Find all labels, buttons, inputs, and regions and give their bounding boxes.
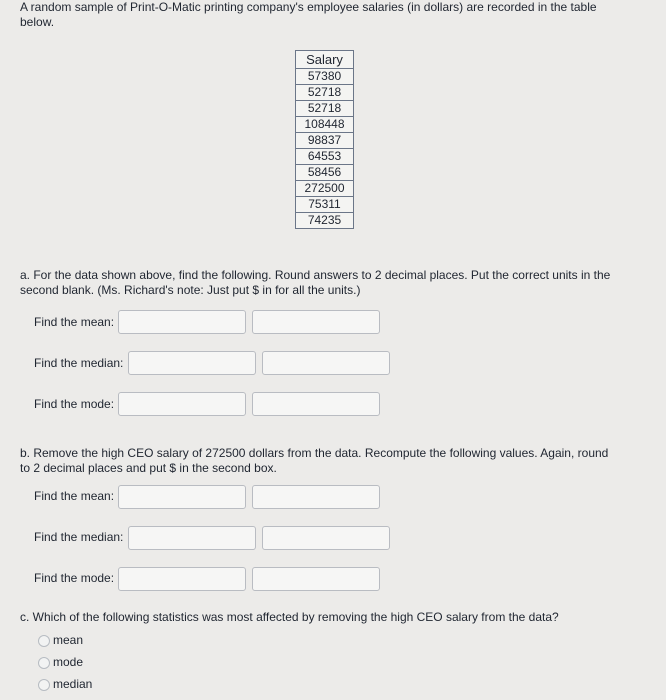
radio-button[interactable]	[38, 657, 50, 669]
table-cell: 272500	[296, 181, 354, 197]
a-mode-label: Find the mode:	[34, 397, 115, 411]
table-cell: 52718	[296, 101, 354, 117]
a-mean-label: Find the mean:	[34, 315, 115, 329]
a-mean-units-input[interactable]	[252, 310, 380, 334]
b-median-units-input[interactable]	[262, 526, 390, 550]
table-cell: 57380	[296, 69, 354, 85]
table-cell: 52718	[296, 85, 354, 101]
salary-table	[295, 50, 354, 229]
b-median-value-input[interactable]	[128, 526, 256, 550]
option-mean[interactable]	[38, 633, 83, 648]
table-cell: 108448	[296, 117, 354, 133]
option-median[interactable]	[38, 677, 92, 692]
a-mode-value-input[interactable]	[118, 392, 246, 416]
b-mean-value-input[interactable]	[118, 485, 246, 509]
option-label: mode	[53, 655, 84, 669]
a-mean-value-input[interactable]	[118, 310, 246, 334]
radio-button[interactable]	[38, 635, 50, 647]
option-label: mean	[53, 633, 84, 647]
b-mode-value-input[interactable]	[118, 567, 246, 591]
table-cell: 75311	[296, 197, 354, 213]
b-median-label: Find the median:	[34, 530, 124, 544]
a-median-label: Find the median:	[34, 356, 124, 370]
radio-button[interactable]	[38, 679, 50, 691]
b-mean-units-input[interactable]	[252, 485, 380, 509]
a-median-units-input[interactable]	[262, 351, 390, 375]
option-mode[interactable]	[38, 655, 83, 670]
table-header: Salary	[296, 51, 354, 69]
part-b-prompt: b. Remove the high CEO salary of 272500 dollars from the data. Recompute the following values. Again, round to 2 decimal places and put $ in the second box.	[20, 446, 609, 475]
table-cell: 58456	[296, 165, 354, 181]
table-cell: 98837	[296, 133, 354, 149]
intro-text: A random sample of Print-O-Matic printing company's employee salaries (in dollars) are recorded in the table below.	[20, 0, 597, 29]
b-mode-label: Find the mode:	[34, 571, 115, 585]
part-a-prompt: a. For the data shown above, find the following. Round answers to 2 decimal places. Put the correct units in the second blank. (Ms. Richard's note: Just put $ in for all the units.)	[20, 268, 611, 297]
b-mean-label: Find the mean:	[34, 489, 115, 503]
table-cell: 74235	[296, 213, 354, 229]
table-cell: 64553	[296, 149, 354, 165]
option-label: median	[53, 677, 93, 691]
a-mode-units-input[interactable]	[252, 392, 380, 416]
a-median-value-input[interactable]	[128, 351, 256, 375]
b-mode-units-input[interactable]	[252, 567, 380, 591]
part-c-prompt: c. Which of the following statistics was most affected by removing the high CEO salary from the data?	[20, 610, 559, 624]
